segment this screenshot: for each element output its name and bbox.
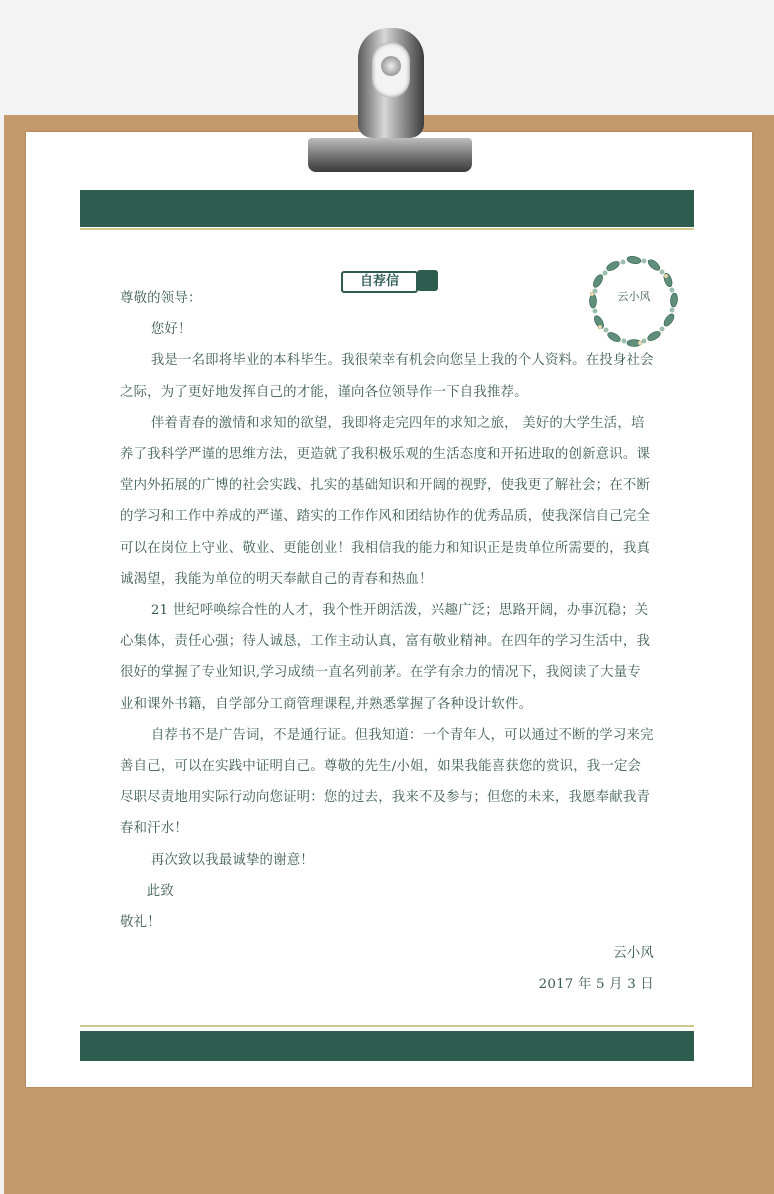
- paragraph: 自荐书不是广告词，不是通行证。但我知道：一个青年人，可以通过不断的学习来完善自己，可以在实践中证明自己。尊敬的先生/小姐，如果我能喜获您的赏识，我一定会尽职尽责地用实际行动向您证明：您的过去，我来不及参与；但您的未来，我愿奉献我青春和汗水！: [120, 727, 654, 837]
- paragraph: 21 世纪呼唤综合性的人才，我个性开朗活泼，兴趣广泛；思路开阔，办事沉稳；关心集体，责任心强；待人诚恳，工作主动认真，富有敬业精神。在四年的学习生活中，我很好的掌握了专业知识,学习成绩一直名列前茅。在学有余力的情况下，我阅读了大量专业和课外书籍，自学部分工商管理课程,并熟悉掌握了各种设计软件。: [120, 603, 651, 712]
- closing-line: 此致: [146, 883, 174, 899]
- header-band: [80, 190, 694, 227]
- closing-salute: 敬礼！: [120, 915, 161, 931]
- header-rule: [80, 228, 694, 230]
- signature: 云小风: [613, 946, 654, 962]
- letter-title: 自荐信: [341, 271, 418, 293]
- paragraph: 再次致以我最诚挚的谢意！: [150, 852, 314, 868]
- letter-date: 2017 年 5 月 3 日: [538, 977, 654, 993]
- paragraph: 我是一名即将毕业的本科毕生。我很荣幸有机会向您呈上我的个人资料。在投身社会之际，为了更好地发挥自己的才能，谨向各位领导作一下自我推荐。: [120, 353, 654, 400]
- footer-band: [80, 1031, 694, 1061]
- binder-clip-icon: [300, 28, 480, 178]
- wreath-name-label: 云小风: [617, 290, 651, 303]
- paragraph: 伴着青春的激情和求知的欲望，我即将走完四年的求知之旅， 美好的大学生活，培养了我科学严谨的思维方法，更造就了我积极乐观的生活态度和开拓进取的创新意识。课堂内外拓展的广博的社会实践、扎实的基础知识和开阔的视野，使我更了解社会；在不断的学习和工作中养成的严谨、踏实的工作作风和团结协作的优秀品质，使我深信自己完全可以在岗位上守业、敬业、更能创业！我相信我的能力和知识正是贵单位所需要的，我真诚渴望，我能为单位的明天奉献自己的青春和热血！: [120, 415, 651, 587]
- letter-body: [120, 283, 654, 1001]
- salutation: 您好！: [150, 322, 192, 338]
- footer-rule: [80, 1025, 694, 1027]
- greeting: 尊敬的领导：: [120, 291, 202, 306]
